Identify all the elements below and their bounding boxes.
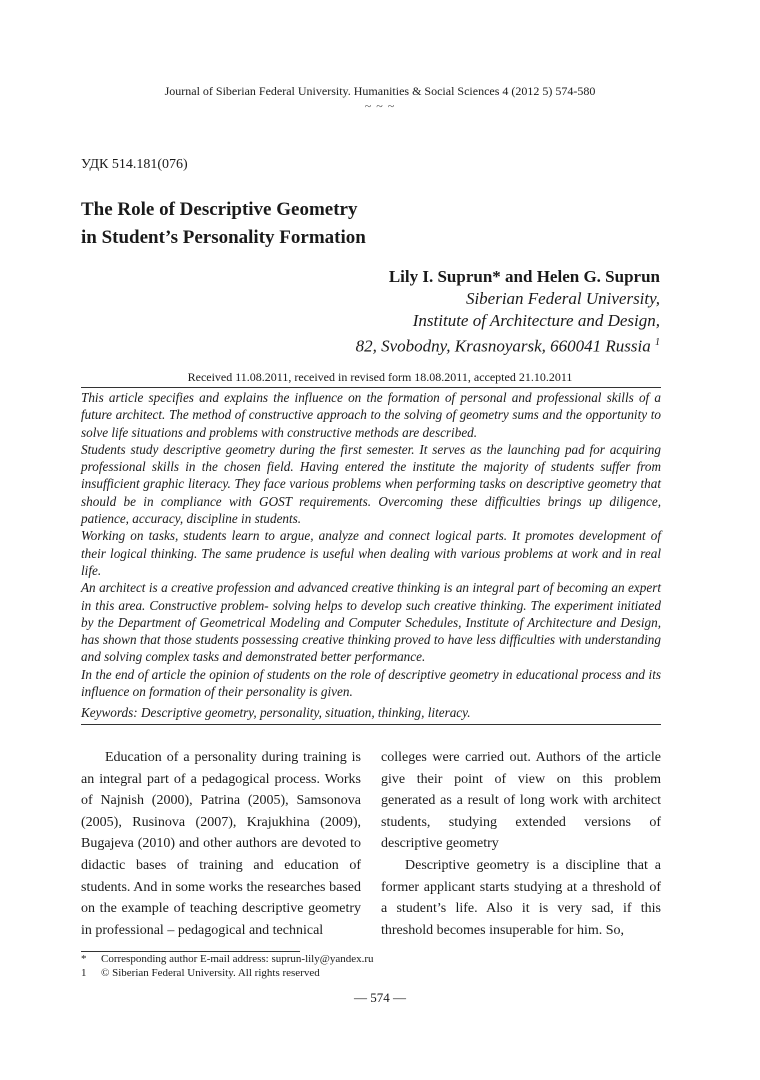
journal-header: Journal of Siberian Federal University. Humanities & Social Sciences 4 (2012 5) 574-580 — [164, 84, 596, 98]
author-block — [356, 266, 660, 358]
abstract-paragraph: Working on tasks, students learn to argue, analyze and connect logical parts. It promotes development of their logical thinking. The same prudence is useful when dealing with various problems at work and in real life. — [81, 528, 661, 578]
udk-code: УДК 514.181(076) — [81, 157, 188, 172]
body-paragraph: colleges were carried out. Authors of the article give their point of view on this problem generated as a result of long work with architect students, studying extended versions of descriptive geometry — [381, 750, 661, 852]
received-dates: Received 11.08.2011, received in revised form 18.08.2011, accepted 21.10.2011 — [187, 370, 573, 384]
footnote-mark: * — [81, 953, 87, 965]
footnote-1 — [81, 953, 374, 965]
abstract-paragraph: This article specifies and explains the influence on the formation of personal and professional skills of a future architect. The method of constructive approach to the solving of geometry sums and the opportunity to solve life situations and problems with constructive methods are described. — [81, 390, 661, 440]
abstract-bottom-rule — [81, 724, 661, 725]
footnote-ref: 1 — [655, 337, 660, 348]
footnote-text: © Siberian Federal University. All rights reserved — [101, 967, 320, 979]
title-line-2: in Student’s Personality Formation — [81, 227, 366, 248]
footnote-2 — [81, 967, 320, 979]
abstract-paragraph: In the end of article the opinion of students on the role of descriptive geometry in educational process and its influence on formation of their personality is given. — [81, 666, 661, 700]
affiliation-address: 82, Svobodny, Krasnoyarsk, 660041 Russia — [355, 336, 651, 356]
footnote-mark: 1 — [81, 967, 87, 979]
affiliation-line-3 — [356, 332, 660, 358]
page-number: — 574 — — [354, 990, 406, 1005]
affiliation-line-1: Siberian Federal University, — [465, 289, 660, 308]
abstract-paragraph: Students study descriptive geometry during the first semester. It serves as the launching pad for acquiring professional skills in the chosen field. Having entered the institute the majority of students suffer from insufficient graphic literacy. They face various problems when performing tasks on descriptive geometry that should be in compliance with GOST requirements. Overcoming these difficulties brings up diligence, patience, accuracy, discipline in students. — [81, 441, 661, 527]
body-paragraph: Education of a personality during training is an integral part of a pedagogical process. Works of Najnish (2000), Patrina (2005), Samsonova (2005), Rusinova (2007), Krajukhina (2009), Bugajeva (2010) and other authors are devoted to didactic bases of training and education of students. And in some works the researches based on the example of teaching descriptive geometry in professional – pedagogical and technical — [81, 750, 361, 938]
footnote-rule — [81, 951, 300, 952]
title-line-1: The Role of Descriptive Geometry — [81, 199, 358, 220]
keywords: Keywords: Descriptive geometry, personality, situation, thinking, literacy. — [81, 705, 471, 720]
body-column-right — [381, 747, 661, 941]
abstract-top-rule — [81, 387, 661, 388]
body-paragraph: Descriptive geometry is a discipline that a former applicant starts studying at a threshold of a student’s life. Also it is very sad, if this threshold becomes insuperable for him. So, — [381, 857, 661, 938]
abstract-paragraph: An architect is a creative profession and advanced creative thinking is an integral part of becoming an expert in this area. Constructive problem- solving helps to develop such creative thinking. The experiment initiated by the Department of Geometrical Modeling and Computer Schedules, Institute of Architecture and Design, has shown that those students possessing creative thinking proved to have less difficulties with understanding and solving complex tasks and demonstrated better performance. — [81, 580, 661, 665]
footnote-text: Corresponding author E-mail address: suprun-lily@yandex.ru — [101, 953, 374, 965]
author-names: Lily I. Suprun* and Helen G. Suprun — [388, 267, 660, 286]
affiliation-line-2: Institute of Architecture and Design, — [412, 311, 660, 330]
abstract — [81, 389, 661, 700]
body-column-left — [81, 747, 361, 941]
paper-title — [81, 196, 366, 252]
header-separator: ~ ~ ~ — [364, 99, 396, 113]
